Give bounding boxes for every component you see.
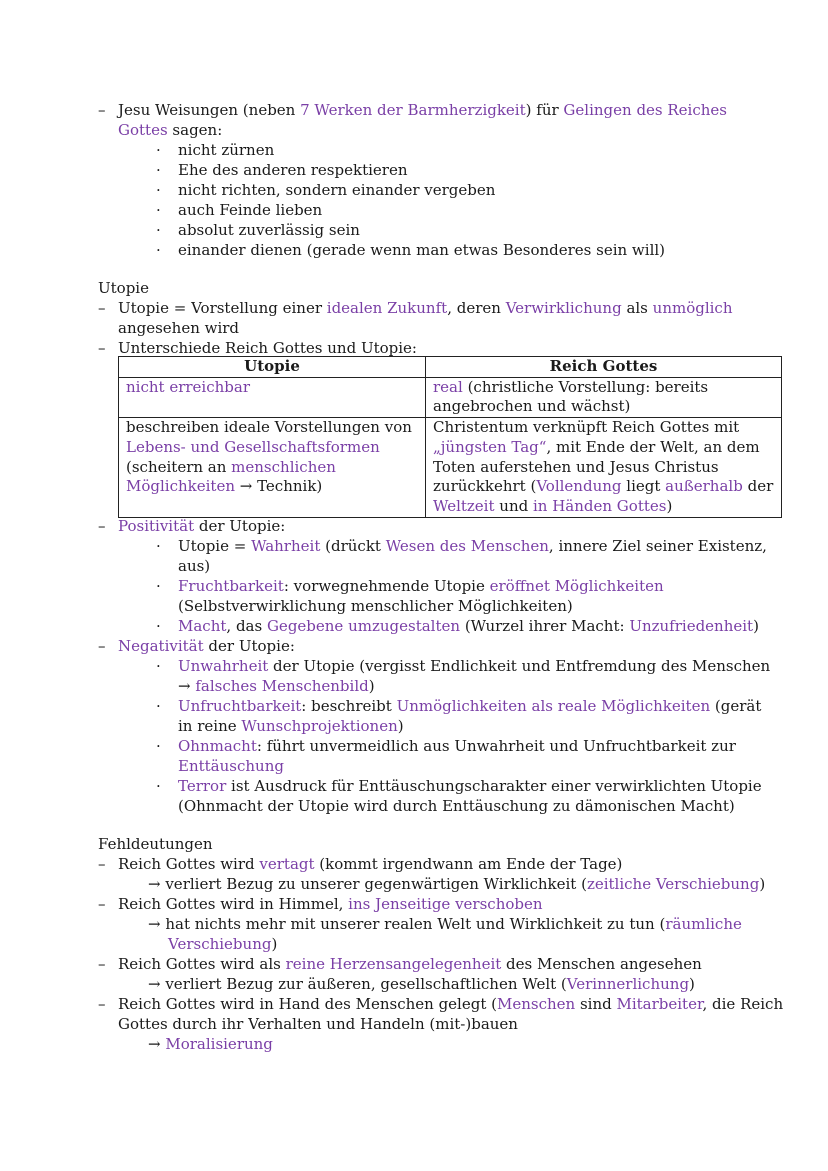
fehldeutung-item: Reich Gottes wird vertagt (kommt irgendwann am Ende der Tage): [118, 855, 623, 873]
bullet-marker: ·: [156, 777, 161, 795]
fehldeutung-item: Reich Gottes wird als reine Herzensangelegenheit des Menschen angesehen: [118, 955, 702, 973]
unterschiede-label: Unterschiede Reich Gottes und Utopie:: [118, 339, 417, 357]
highlight-term: ins Jenseitige verschoben: [348, 895, 543, 913]
negativ-item: Terror ist Ausdruck für Enttäuschungscharakter einer verwirklichten Utopie: [178, 777, 762, 795]
highlight-term: nicht erreichbar: [126, 377, 250, 396]
fehldeutung-consequence-continuation: Verschiebung): [168, 935, 278, 953]
dash-marker: –: [98, 855, 106, 873]
highlight-term: „jüngsten Tag“: [433, 437, 547, 456]
fehldeutung-item-continuation: Gottes durch ihr Verhalten und Handeln (mit-)bauen: [118, 1015, 518, 1033]
highlight-term: idealen Zukunft: [326, 299, 448, 317]
highlight-term: außerhalb: [665, 477, 743, 496]
positiv-item: Utopie = Wahrheit (drückt Wesen des Menschen, innere Ziel seiner Existenz,: [178, 537, 767, 555]
highlight-term: vertagt: [259, 855, 315, 873]
positiv-item-continuation: aus): [178, 557, 211, 575]
highlight-term: reine Herzensangelegenheit: [285, 955, 502, 973]
fehldeutung-item: Reich Gottes wird in Hand des Menschen gelegt (Menschen sind Mitarbeiter, die Reich: [118, 995, 784, 1013]
highlight-term: menschlichen: [231, 457, 336, 476]
bullet-marker: ·: [156, 201, 161, 219]
highlight-term: Unfruchtbarkeit: [178, 697, 302, 715]
bullet-marker: ·: [156, 577, 161, 595]
negativitaet-title: Negativität der Utopie:: [118, 637, 295, 655]
highlight-term: Ohnmacht: [178, 737, 257, 755]
highlight-term: Negativität: [118, 637, 204, 655]
highlight-term: Gelingen des Reiches: [563, 101, 727, 119]
highlight-term: Mitarbeiter: [616, 995, 703, 1013]
highlight-term: Wesen des Menschen: [385, 537, 549, 555]
highlight-term: Möglichkeiten: [126, 477, 235, 496]
highlight-term: Wunschprojektionen: [241, 717, 398, 735]
negativ-item: Unwahrheit der Utopie (vergisst Endlichkeit und Entfremdung des Menschen: [178, 657, 771, 675]
table-cell: real (christliche Vorstellung: bereits angebrochen und wächst): [426, 377, 782, 417]
weisungen-line-2: Gottes sagen:: [118, 121, 223, 139]
fehldeutung-consequence: → verliert Bezug zur äußeren, gesellschaftlichen Welt (Verinnerlichung): [148, 975, 695, 993]
highlight-term: Macht: [178, 617, 227, 635]
fehldeutung-consequence: → hat nichts mehr mit unserer realen Welt und Wirklichkeit zu tun (räumliche: [148, 915, 742, 933]
negativ-item-continuation: (Ohnmacht der Utopie wird durch Enttäuschung zu dämonischen Macht): [178, 797, 735, 815]
highlight-term: Moralisierung: [165, 1035, 273, 1053]
highlight-term: eröffnet Möglichkeiten: [489, 577, 664, 595]
negativ-item: Unfruchtbarkeit: beschreibt Unmöglichkeiten als reale Möglichkeiten (gerät: [178, 697, 762, 715]
negativ-item-continuation: in reine Wunschprojektionen): [178, 717, 404, 735]
table-header-utopie: Utopie: [119, 357, 426, 378]
highlight-term: Terror: [178, 777, 227, 795]
utopie-definition-line-2: angesehen wird: [118, 319, 240, 337]
fehldeutung-consequence: → verliert Bezug zu unserer gegenwärtigen Wirklichkeit (zeitliche Verschiebung): [148, 875, 766, 893]
table-row: [119, 377, 782, 417]
positiv-item-continuation: (Selbstverwirklichung menschlicher Möglichkeiten): [178, 597, 573, 615]
dash-marker: –: [98, 955, 106, 973]
bullet-marker: ·: [156, 537, 161, 555]
highlight-term: Verwirklichung: [505, 299, 622, 317]
weisung-item: einander dienen (gerade wenn man etwas Besonderes sein will): [178, 241, 666, 259]
weisung-item: absolut zuverlässig sein: [178, 221, 360, 239]
highlight-term: Gegebene umzugestalten: [266, 617, 461, 635]
section-heading-utopie: Utopie: [98, 279, 149, 297]
dash-marker: –: [98, 339, 106, 357]
highlight-term: zeitliche Verschiebung: [586, 875, 760, 893]
table-row: [119, 418, 782, 518]
negativ-item: Ohnmacht: führt unvermeidlich aus Unwahrheit und Unfruchtbarkeit zur: [178, 737, 736, 755]
highlight-term: in Händen Gottes: [532, 496, 667, 515]
bullet-marker: ·: [156, 697, 161, 715]
highlight-term: Vollendung: [536, 477, 622, 496]
bullet-marker: ·: [156, 657, 161, 675]
bullet-marker: ·: [156, 617, 161, 635]
highlight-term: unmöglich: [652, 299, 733, 317]
dash-marker: –: [98, 637, 106, 655]
positivitaet-title: Positivität der Utopie:: [118, 517, 286, 535]
fehldeutung-consequence: → Moralisierung: [148, 1035, 273, 1053]
dash-marker: –: [98, 299, 106, 317]
table-cell: beschreiben ideale Vorstellungen von Lebens- und Gesellschaftsformen (scheitern an menschlichen Möglichkeiten → Technik): [119, 418, 426, 518]
highlight-term: Weltzeit: [433, 496, 495, 515]
section-heading-fehldeutungen: Fehldeutungen: [98, 835, 213, 853]
highlight-term: Unzufriedenheit: [629, 617, 754, 635]
bullet-marker: ·: [156, 241, 161, 259]
negativ-item-continuation: → falsches Menschenbild): [178, 677, 375, 695]
highlight-term: Menschen: [496, 995, 576, 1013]
weisung-item: nicht richten, sondern einander vergeben: [178, 181, 496, 199]
highlight-term: Verschiebung: [168, 935, 272, 953]
highlight-term: räumliche: [665, 915, 742, 933]
weisungen-line-1: Jesu Weisungen (neben 7 Werken der Barmherzigkeit) für Gelingen des Reiches: [118, 101, 727, 119]
highlight-term: Positivität: [118, 517, 195, 535]
positiv-item: Fruchtbarkeit: vorwegnehmende Utopie eröffnet Möglichkeiten: [178, 577, 664, 595]
highlight-term: Unmöglichkeiten als reale Möglichkeiten: [396, 697, 711, 715]
table-header-row: [119, 357, 782, 378]
weisung-item: Ehe des anderen respektieren: [178, 161, 408, 179]
positiv-item: Macht, das Gegebene umzugestalten (Wurzel ihrer Macht: Unzufriedenheit): [178, 617, 759, 635]
table-cell: [119, 377, 426, 417]
highlight-term: Fruchtbarkeit: [178, 577, 284, 595]
highlight-term: Unwahrheit: [178, 657, 269, 675]
dash-marker: –: [98, 895, 106, 913]
highlight-term: 7 Werken der Barmherzigkeit: [300, 101, 526, 119]
dash-marker: –: [98, 101, 106, 119]
fehldeutung-item: Reich Gottes wird in Himmel, ins Jenseitige verschoben: [118, 895, 543, 913]
highlight-term: Gottes: [118, 121, 168, 139]
comparison-table: [118, 356, 782, 518]
highlight-term: Verinnerlichung: [566, 975, 690, 993]
bullet-marker: ·: [156, 161, 161, 179]
bullet-marker: ·: [156, 141, 161, 159]
highlight-term: Wahrheit: [251, 537, 321, 555]
highlight-term: real: [433, 377, 463, 396]
bullet-marker: ·: [156, 181, 161, 199]
negativ-item-continuation: Enttäuschung: [178, 757, 284, 775]
highlight-term: falsches Menschenbild: [195, 677, 369, 695]
weisung-item: auch Feinde lieben: [178, 201, 323, 219]
bullet-marker: ·: [156, 737, 161, 755]
weisung-item: nicht zürnen: [178, 141, 275, 159]
table-cell: Christentum verknüpft Reich Gottes mit „jüngsten Tag“, mit Ende der Welt, an dem Toten auferstehen und Jesus Christus zurückkehrt (Vollendung liegt außerhalb der Weltzeit und in Händen Gottes): [426, 418, 782, 518]
dash-marker: –: [98, 995, 106, 1013]
table-header-reich-gottes: Reich Gottes: [426, 357, 782, 378]
utopie-definition-line-1: Utopie = Vorstellung einer idealen Zukunft, deren Verwirklichung als unmöglich: [118, 299, 733, 317]
highlight-term: Lebens- und Gesellschaftsformen: [126, 437, 380, 456]
dash-marker: –: [98, 517, 106, 535]
bullet-marker: ·: [156, 221, 161, 239]
